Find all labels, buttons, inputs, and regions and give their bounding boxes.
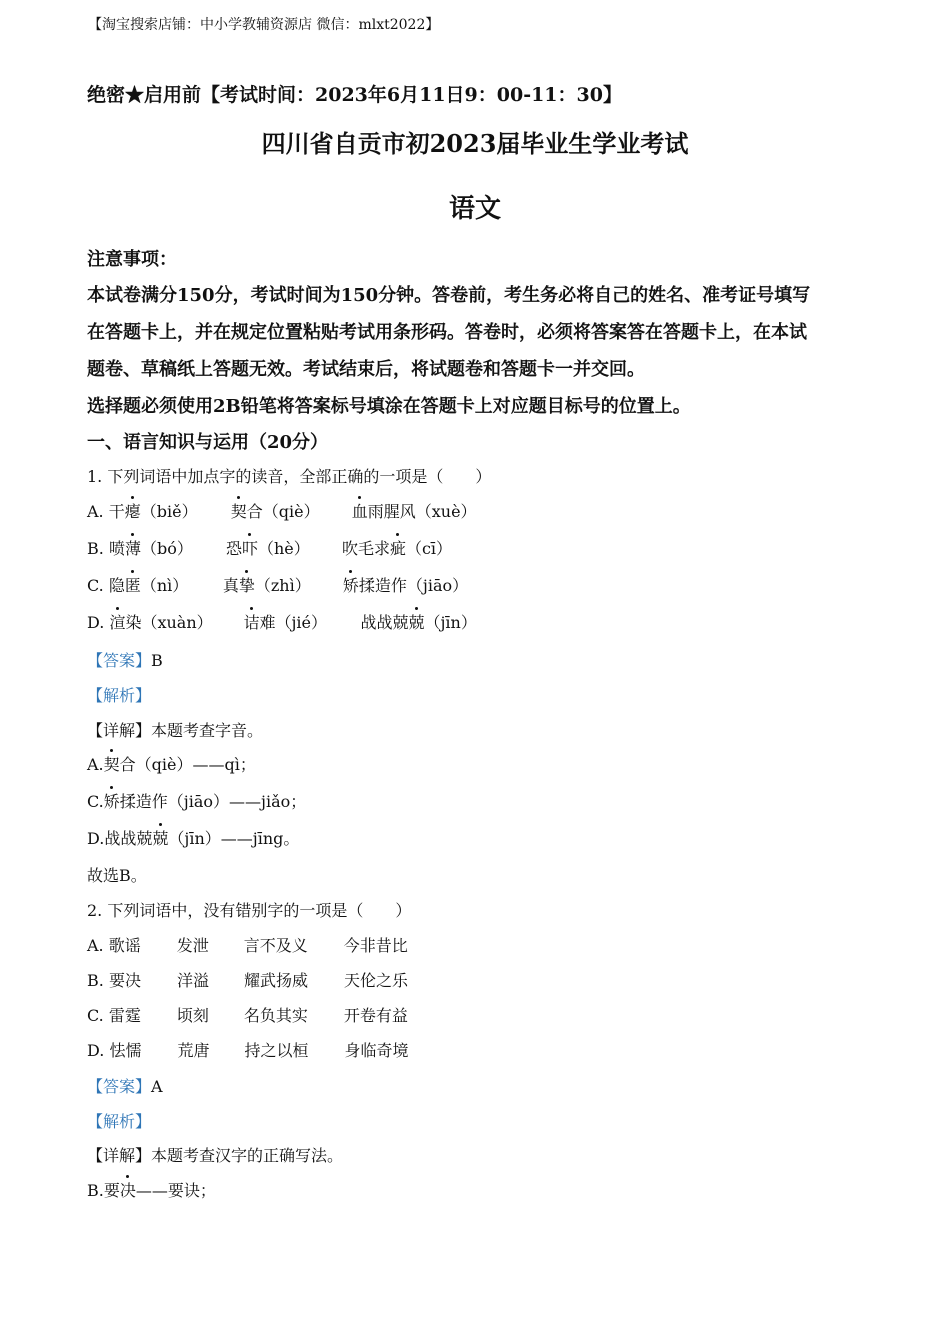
option-word: 怯懦 <box>109 1041 142 1060</box>
answer-tag: 【答案】 <box>87 1077 152 1096</box>
q2-answer <box>87 1074 163 1097</box>
option-word: 耀武扬威 <box>243 971 308 990</box>
question-2-stem: 2. 下列词语中，没有错别字的一项是（ ） <box>87 901 412 920</box>
option-item: 血雨腥风（xuè） <box>352 499 477 522</box>
option-label: B. <box>87 539 109 558</box>
option-word: 开卷有益 <box>343 1006 408 1025</box>
option-label: D. <box>87 1041 110 1060</box>
dotted-char: 吓 <box>242 536 258 559</box>
q1-conclusion: 故选B。 <box>87 866 147 885</box>
option-item: 契合（qiè） <box>231 499 352 522</box>
q1-answer <box>87 648 163 671</box>
option-item: 恐吓（hè） <box>226 536 342 559</box>
option-word: 顷刻 <box>176 1006 209 1025</box>
dotted-char: 矫 <box>104 789 120 812</box>
option-item: 吹毛求疵（cī） <box>342 536 452 559</box>
notice-line: 题卷、草稿纸上答题无效。考试结束后，将试题卷和答题卡一并交回。 <box>87 359 645 380</box>
q2-detail: 【详解】本题考查汉字的正确写法。 <box>87 1146 344 1165</box>
question-1-stem: 1. 下列词语中加点字的读音，全部正确的一项是（ ） <box>87 467 492 486</box>
option-word: 荒唐 <box>177 1041 210 1060</box>
dotted-char: 疵 <box>390 536 406 559</box>
q1-option-c <box>87 573 468 596</box>
dotted-char: 兢 <box>408 610 424 633</box>
q2-option-b <box>87 968 408 991</box>
option-word: 歌谣 <box>108 936 141 955</box>
answer-value: A <box>151 1077 163 1096</box>
option-label: A. <box>87 936 109 955</box>
notice-line: 选择题必须使用2B铅笔将答案标号填涂在答题卡上对应题目标号的位置上。 <box>87 396 691 417</box>
option-label: B. <box>87 971 109 990</box>
q1-explanation: C.矫揉造作（jiāo）——jiǎo； <box>87 789 306 812</box>
option-item: 干瘪（biě） <box>109 499 231 522</box>
notice-line: 本试卷满分150分，考试时间为150分钟。答卷前，考生务必将自己的姓名、准考证号填写 <box>87 285 811 306</box>
exam-title: 四川省自贡市初2023届毕业生学业考试 <box>261 129 689 158</box>
q1-option-d <box>87 610 477 633</box>
option-word: 要决 <box>108 971 141 990</box>
dotted-char: 挚 <box>239 573 255 596</box>
option-word: 洋溢 <box>176 971 209 990</box>
option-item: 隐匿（nì） <box>109 573 223 596</box>
q1-analysis-tag: 【解析】 <box>87 686 152 705</box>
q2-explanation: B.要决——要诀； <box>87 1178 216 1201</box>
q1-option-a <box>87 499 477 522</box>
dotted-char: 契 <box>104 752 120 775</box>
q1-detail: 【详解】本题考查字音。 <box>87 721 264 740</box>
section-heading: 一、语言知识与运用（20分） <box>87 432 329 453</box>
shop-note: 【淘宝搜索店铺：中小学教辅资源店 微信：mlxt2022】 <box>88 17 440 33</box>
q2-option-a <box>87 933 408 956</box>
notice-heading: 注意事项： <box>87 249 177 270</box>
option-word: 今非昔比 <box>343 936 408 955</box>
option-word: 持之以桓 <box>244 1041 309 1060</box>
option-item: 矫揉造作（jiāo） <box>343 573 468 596</box>
option-word: 名负其实 <box>243 1006 308 1025</box>
q1-option-b <box>87 536 452 559</box>
confidential-line: 绝密★启用前【考试时间：2023年6月11日9：00-11：30】 <box>87 84 622 106</box>
option-item: 诘难（jié） <box>243 610 360 633</box>
dotted-char: 匿 <box>125 573 141 596</box>
option-label: A. <box>87 502 109 521</box>
q2-option-c <box>87 1003 408 1026</box>
option-item: 喷薄（bó） <box>109 536 226 559</box>
q1-explanation: A.契合（qiè）——qì； <box>87 752 256 775</box>
option-item: 渲染（xuàn） <box>109 610 243 633</box>
option-item: 真挚（zhì） <box>223 573 343 596</box>
option-label: C. <box>87 576 109 595</box>
subject-title: 语文 <box>448 194 501 224</box>
dotted-char: 血 <box>352 499 368 522</box>
answer-tag: 【答案】 <box>87 651 152 670</box>
option-item: 战战兢兢（jīn） <box>360 610 476 633</box>
dotted-char: 诘 <box>243 610 259 633</box>
q1-explanation: D.战战兢兢（jīn）——jīng。 <box>87 826 299 849</box>
answer-value: B <box>151 651 163 670</box>
dotted-char: 瘪 <box>125 499 141 522</box>
q2-analysis-tag: 【解析】 <box>87 1112 152 1131</box>
dotted-char: 渲 <box>109 610 125 633</box>
dotted-char: 薄 <box>125 536 141 559</box>
notice-line: 在答题卡上，并在规定位置粘贴考试用条形码。答卷时，必须将答案答在答题卡上，在本试 <box>87 322 807 343</box>
option-label: C. <box>87 1006 109 1025</box>
option-word: 身临奇境 <box>344 1041 409 1060</box>
option-word: 发泄 <box>176 936 209 955</box>
dotted-char: 矫 <box>343 573 359 596</box>
option-label: D. <box>87 613 110 632</box>
option-word: 天伦之乐 <box>343 971 408 990</box>
q2-option-d <box>87 1038 408 1061</box>
option-word: 言不及义 <box>243 936 308 955</box>
dotted-char: 决 <box>120 1178 136 1201</box>
dotted-char: 兢 <box>152 826 168 849</box>
dotted-char: 契 <box>231 499 247 522</box>
option-word: 雷霆 <box>108 1006 141 1025</box>
